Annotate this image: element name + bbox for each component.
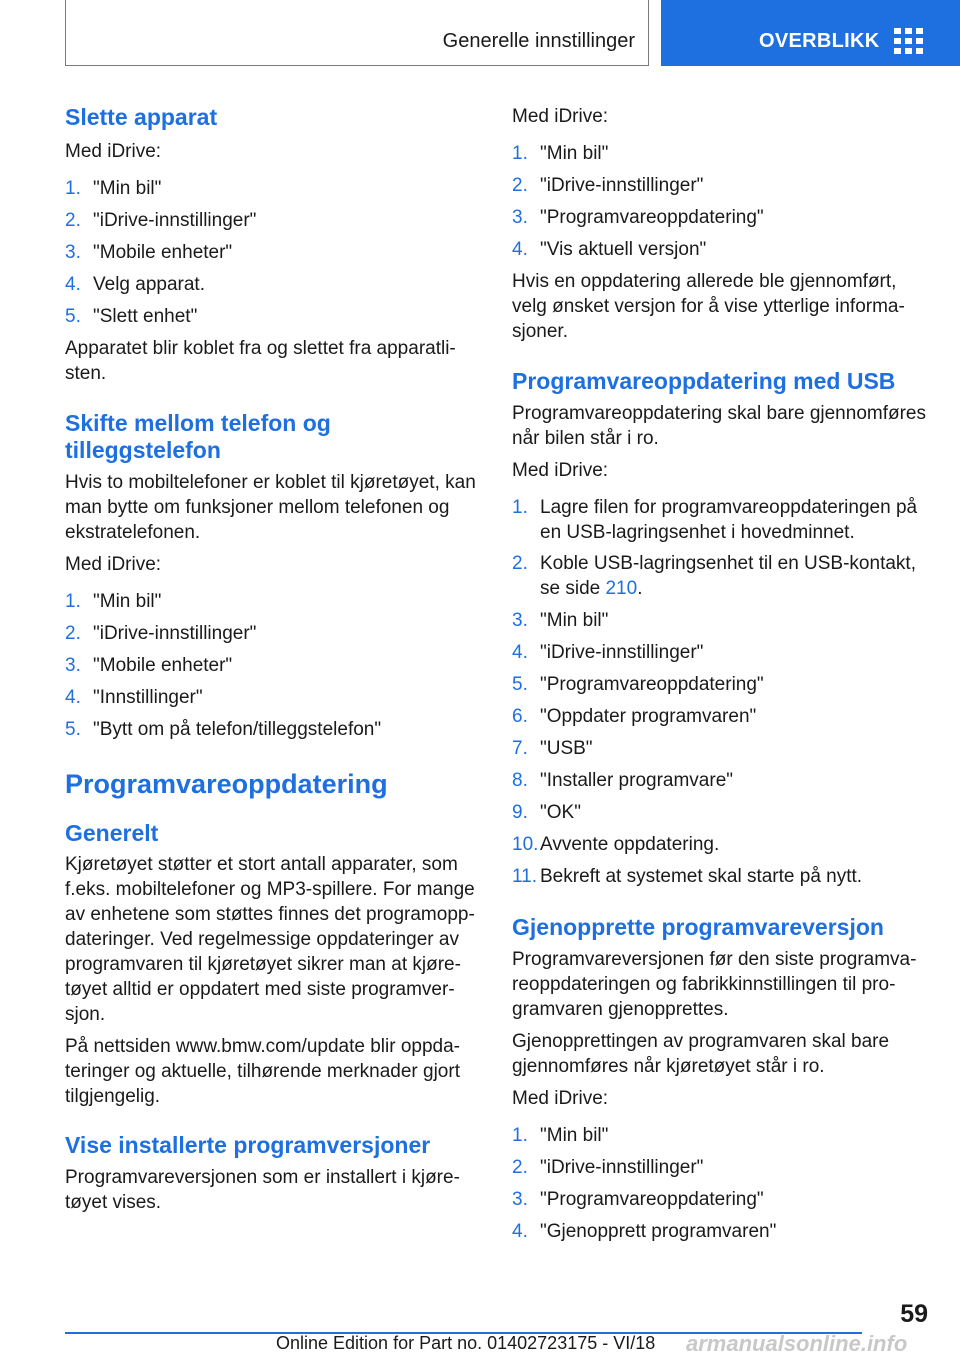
list-item: 6. "Oppdater programvaren" (512, 706, 757, 727)
section-title-installed-versions: Vise installerte programversjoner (65, 1132, 431, 1158)
left-column (65, 100, 481, 1215)
paragraph: Med iDrive: (65, 141, 162, 162)
paragraph: Med iDrive: (512, 1088, 609, 1109)
list-item: 5. "Slett enhet" (65, 306, 198, 327)
list-item: 3. "Programvareoppdatering" (512, 207, 764, 228)
paragraph: Hvis en oppdatering allerede ble gjennomført, velg ønsket versjon for å vise ytterlige informa‐ sjoner. (512, 271, 905, 342)
paragraph: Med iDrive: (512, 106, 609, 127)
steps-delete-device (65, 176, 481, 329)
list-item: 7. "USB" (512, 738, 593, 759)
page-link[interactable]: 210 (605, 578, 638, 599)
steps-switch-phone (65, 589, 481, 742)
list-item: 5. "Programvareoppdatering" (512, 674, 764, 695)
header-section-title: Generelle innstillinger (442, 30, 635, 52)
list-item: 2. Koble USB-lagringsenhet til en USB-kontakt, se side 210. (512, 553, 916, 599)
section-title-switch-phone: Skifte mellom telefon og tilleggstelefon (65, 410, 331, 463)
list-item: 3. "Mobile enheter" (65, 242, 233, 263)
list-item: 4. "Gjenopprett programvaren" (512, 1221, 777, 1242)
section-title-delete-device: Slette apparat (65, 104, 218, 130)
section-title-restore: Gjenopprette programvareversjon (512, 914, 884, 940)
list-item: 2. "iDrive-innstillinger" (512, 175, 704, 196)
overview-button[interactable] (661, 0, 960, 66)
list-item: 4. "iDrive-innstillinger" (512, 642, 704, 663)
list-item: 1. "Min bil" (65, 591, 162, 612)
paragraph: Programvareoppdatering skal bare gjennomføres når bilen står i ro. (512, 403, 926, 449)
list-item: 3. "Mobile enheter" (65, 655, 233, 676)
list-item: 4. "Vis aktuell versjon" (512, 239, 707, 260)
list-item: 11. Bekreft at systemet skal starte på nytt. (512, 866, 863, 887)
header-section-box (65, 0, 649, 66)
section-title-usb-update: Programvareoppdatering med USB (512, 368, 896, 394)
paragraph: Med iDrive: (65, 554, 162, 575)
steps-usb-update (512, 495, 928, 889)
steps-restore (512, 1123, 928, 1244)
list-item: 2. "iDrive-innstillinger" (65, 623, 257, 644)
list-item: 3. "Programvareoppdatering" (512, 1189, 764, 1210)
list-item: 4. "Innstillinger" (65, 687, 203, 708)
paragraph: Apparatet blir koblet fra og slettet fra apparatli‐ sten. (65, 338, 456, 384)
list-item: 1. "Min bil" (512, 1125, 609, 1146)
paragraph: Med iDrive: (512, 460, 609, 481)
list-item: 3. "Min bil" (512, 610, 609, 631)
grid-icon (894, 28, 922, 54)
list-item: 10. Avvente oppdatering. (512, 834, 720, 855)
list-item: 1. "Min bil" (512, 143, 609, 164)
footer-edition-text: Online Edition for Part no. 01402723175 - VI/18 (276, 1333, 656, 1353)
list-item: 2. "iDrive-innstillinger" (65, 210, 257, 231)
page-number: 59 (900, 1300, 928, 1328)
list-item: 8. "Installer programvare" (512, 770, 734, 791)
paragraph: Kjøretøyet støtter et stort antall apparater, som f.eks. mobiltelefoner og MP3-spillere. For mange av enhetene som støttes finnes det programopp‐ dateringer. Ved regelmessige oppdateringer av programvaren til kjøretøyet sikrer man at kjøre‐ tøyet alltid er oppdatert med siste programver‐ sjon. (65, 854, 475, 1025)
overview-label: OVERBLIKK (759, 30, 880, 52)
list-item: 4. Velg apparat. (65, 274, 205, 295)
list-item: 1. "Min bil" (65, 178, 162, 199)
list-item: 1. Lagre filen for programvareoppdateringen på en USB-lagringsenhet i hovedminnet. (512, 497, 918, 543)
paragraph: På nettsiden www.bmw.com/update blir oppda‐ teringer og aktuelle, tilhørende merknader gjort tilgjengelig. (65, 1036, 460, 1107)
paragraph: Gjenopprettingen av programvaren skal bare gjennomføres når kjøretøyet står i ro. (512, 1031, 890, 1077)
right-column (512, 100, 928, 1244)
list-item: 5. "Bytt om på telefon/tilleggstelefon" (65, 719, 382, 740)
paragraph: Programvareversjonen før den siste programva‐ reoppdateringen og fabrikkinnstillingen til pro‐ gramvaren gjenopprettes. (512, 949, 917, 1020)
watermark: armanualsonline.info (686, 1331, 908, 1356)
list-item: 9. "OK" (512, 802, 581, 823)
steps-show-version (512, 141, 928, 262)
section-title-general: Generelt (65, 820, 159, 846)
paragraph: Hvis to mobiltelefoner er koblet til kjøretøyet, kan man bytte om funksjoner mellom telefonen og ekstratelefonen. (65, 472, 476, 543)
chapter-title-software-update: Programvareoppdatering (65, 769, 388, 799)
paragraph: Programvareversjonen som er installert i kjøre‐ tøyet vises. (65, 1167, 460, 1213)
list-item: 2. "iDrive-innstillinger" (512, 1157, 704, 1178)
